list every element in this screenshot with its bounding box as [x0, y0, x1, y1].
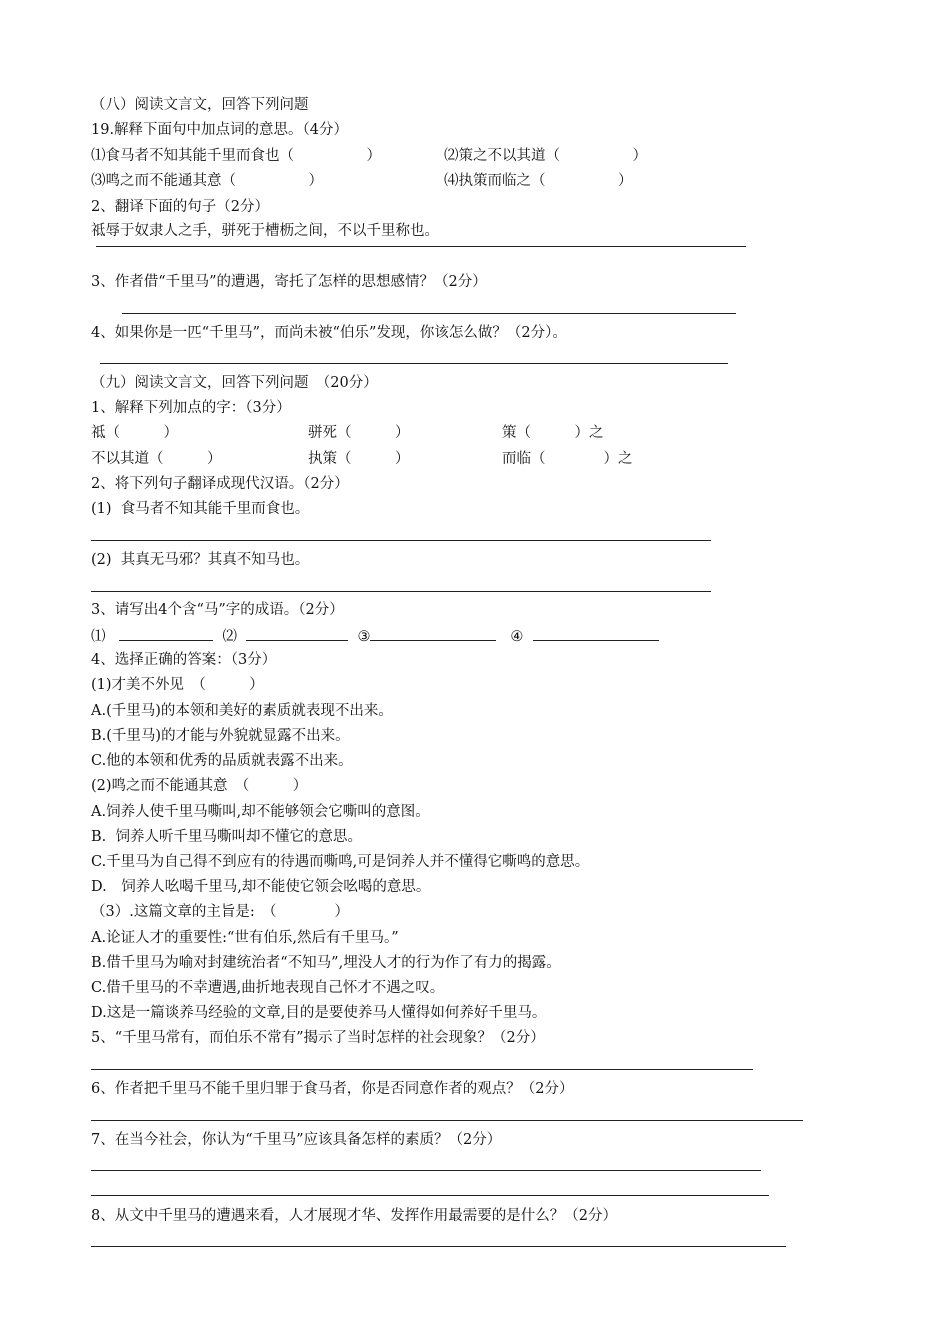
question-19-item-3: ⑶鸣之而不能通其意（ ）: [91, 173, 323, 189]
word-item: 祗（ ）: [91, 425, 178, 441]
answer-line[interactable]: [91, 1069, 753, 1070]
question-9-4: 4、选择正确的答案：（3分）: [91, 652, 277, 668]
option: B. 饲养人听千里马嘶叫却不懂它的意思。: [91, 829, 362, 845]
idiom-blank[interactable]: [370, 626, 496, 641]
sentence-1: (1) 食马者不知其能千里而食也。: [91, 501, 310, 517]
option: C.借千里马的不幸遭遇,曲折地表现自己怀才不遇之叹。: [91, 980, 445, 996]
answer-line[interactable]: [91, 540, 711, 541]
idiom-blank[interactable]: [533, 626, 659, 641]
option: A.(千里马)的本领和美好的素质就表现不出来。: [91, 703, 393, 719]
answer-line[interactable]: [91, 1246, 786, 1247]
sub-question-3: （3）.这篇文章的主旨是: （ ）: [91, 904, 349, 920]
question-9-1: 1、解释下列加点的字：（3分）: [91, 400, 291, 416]
question-4: 4、如果你是一匹“千里马”，而尚未被“伯乐”发现，你该怎么做？（2分）。: [91, 325, 567, 341]
sub-question-2: (2)鸣之而不能通其意 （ ）: [91, 778, 308, 794]
section-8-heading: （八）阅读文言文，回答下列问题: [91, 97, 309, 113]
section-9-heading: （九）阅读文言文，回答下列问题 （20分）: [91, 375, 378, 391]
answer-line[interactable]: [122, 313, 736, 314]
word-item: 而临（ ）之: [502, 451, 633, 467]
answer-line[interactable]: [91, 591, 711, 592]
idiom-blank[interactable]: [119, 626, 213, 641]
question-19: 19.解释下面句中加点词的意思。（4分）: [91, 122, 349, 138]
option: D. 饲养人吆喝千里马,却不能使它领会吆喝的意思。: [91, 879, 431, 895]
question-9-3: 3、请写出4个含“马”字的成语。（2分）: [91, 602, 344, 618]
option: A.饲养人使千里马嘶叫,却不能够领会它嘶叫的意图。: [91, 804, 430, 820]
option: B.借千里马为喻对封建统治者“不知马”,埋没人才的行为作了有力的揭露。: [91, 955, 561, 971]
word-item: 执策（ ）: [308, 451, 410, 467]
option: C.千里马为自己得不到应有的待遇而嘶鸣,可是饲养人并不懂得它嘶鸣的意思。: [91, 854, 590, 870]
question-3: 3、作者借“千里马”的遭遇，寄托了怎样的思想感情？（2分）: [91, 274, 487, 290]
blank-label: ⑴: [91, 629, 106, 645]
answer-line[interactable]: [100, 363, 728, 364]
idiom-blank[interactable]: [246, 626, 348, 641]
translate-question: 2、翻译下面的句子（2分）: [91, 199, 269, 215]
question-9-8: 8、从文中千里马的遭遇来看，人才展现才华、发挥作用最需要的是什么？（2分）: [91, 1208, 617, 1224]
question-19-item-1: ⑴食马者不知其能千里而食也（ ）: [91, 148, 381, 164]
option: B.(千里马)的才能与外貌就显露不出来。: [91, 728, 350, 744]
word-item: 不以其道（ ）: [91, 451, 222, 467]
word-item: 策（ ）之: [502, 425, 604, 441]
blank-label: ⑵: [222, 629, 238, 645]
question-9-7: 7、在当今社会，你认为“千里马”应该具备怎样的素质？（2分）: [91, 1132, 502, 1148]
question-9-2: 2、将下列句子翻译成现代汉语。（2分）: [91, 476, 349, 492]
answer-line[interactable]: [96, 246, 746, 247]
question-19-item-4: ⑷执策而临之（ ）: [444, 173, 633, 189]
translate-sentence: 祗辱于奴隶人之手，骈死于槽枥之间，不以千里称也。: [91, 223, 439, 239]
question-9-6: 6、作者把千里马不能千里归罪于食马者，你是否同意作者的观点？（2分）: [91, 1081, 574, 1097]
answer-line[interactable]: [91, 1170, 761, 1171]
sub-question-1: (1)才美不外见 （ ）: [91, 677, 264, 693]
blank-label: ③: [357, 629, 371, 645]
blank-label: ④: [510, 629, 524, 645]
question-9-5: 5、“千里马常有，而伯乐不常有”揭示了当时怎样的社会现象？（2分）: [91, 1030, 545, 1046]
answer-line[interactable]: [91, 1195, 769, 1196]
answer-line[interactable]: [91, 1120, 803, 1121]
idiom-blanks: [91, 626, 659, 646]
option: D.这是一篇谈养马经验的文章,目的是要使养马人懂得如何养好千里马。: [91, 1005, 547, 1021]
word-item: 骈死（ ）: [308, 425, 410, 441]
sentence-2: (2) 其真无马邪？其真不知马也。: [91, 552, 310, 568]
question-19-item-2: ⑵策之不以其道（ ）: [444, 148, 647, 164]
option: C.他的本领和优秀的品质就表露不出来。: [91, 753, 353, 769]
option: A.论证人才的重要性:“世有伯乐,然后有千里马。”: [91, 930, 399, 946]
